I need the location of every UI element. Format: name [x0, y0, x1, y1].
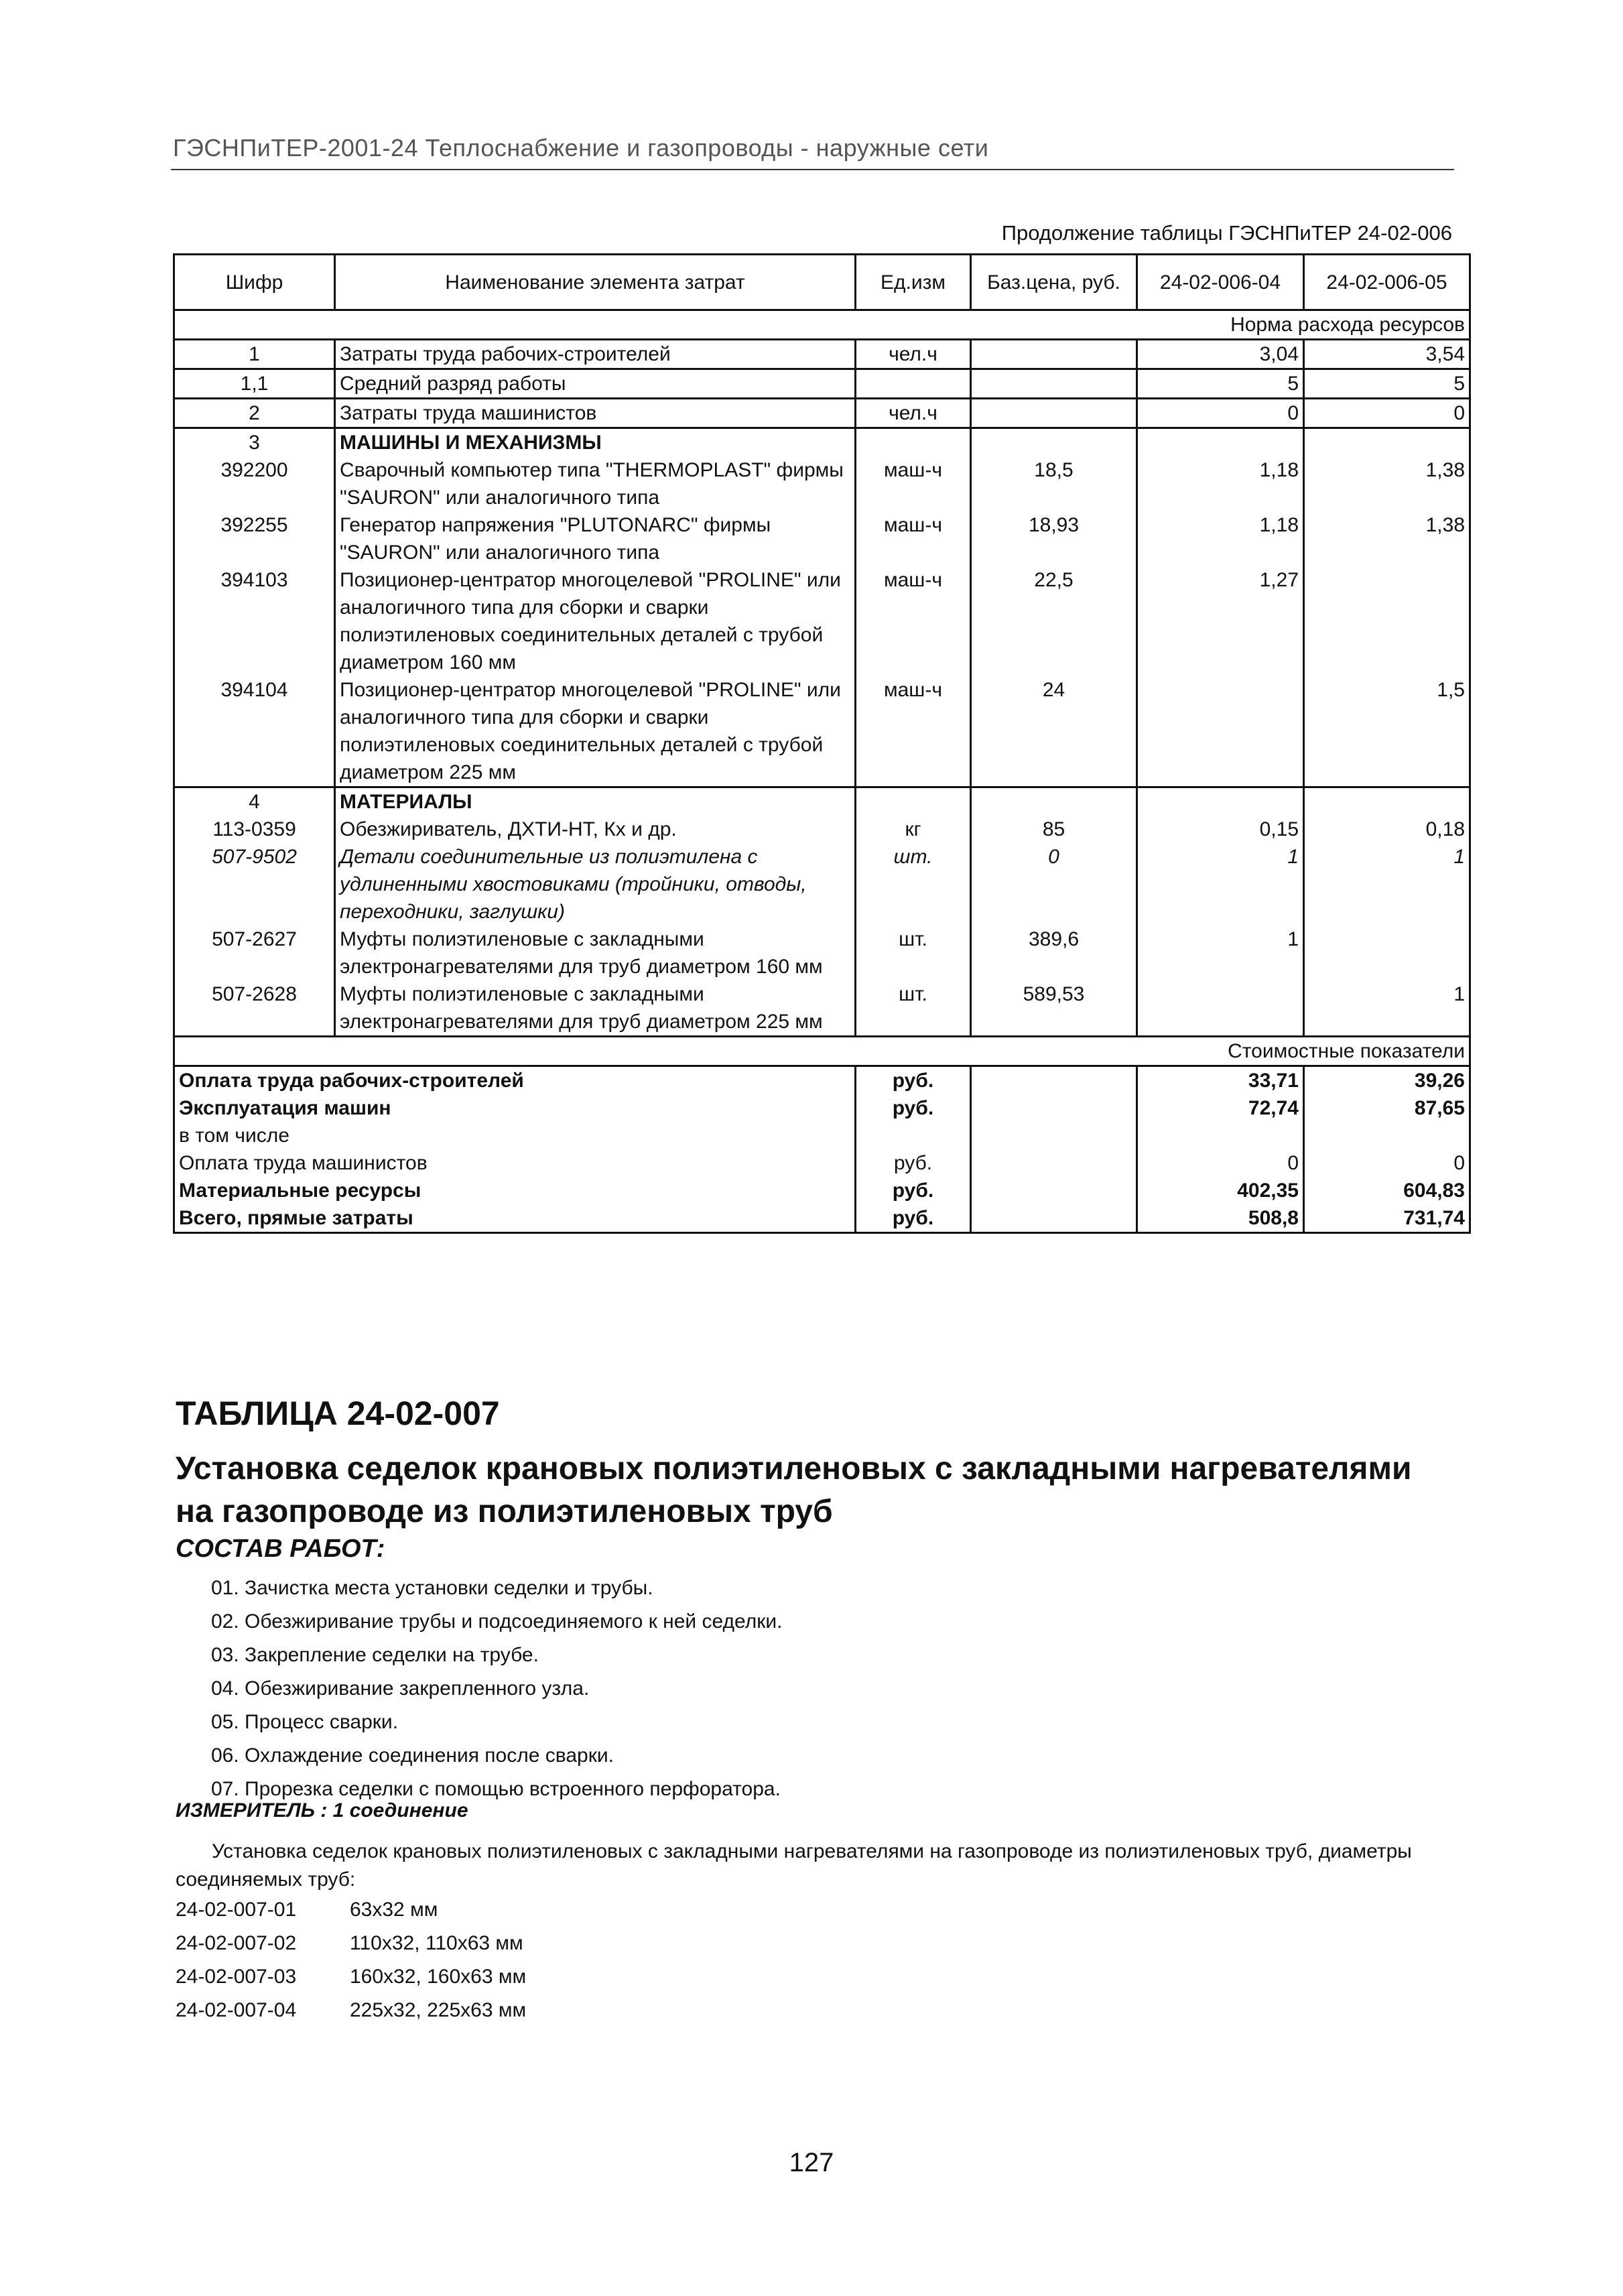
total-row [174, 1094, 1470, 1122]
total-unit: руб. [856, 1177, 971, 1204]
row-value-04: 5 [1137, 369, 1304, 399]
row-value-04: 1 [1137, 843, 1304, 926]
row-price [971, 428, 1137, 457]
total-price-cell [971, 1177, 1137, 1204]
row-value-05: 0 [1304, 399, 1470, 428]
total-unit: руб. [856, 1066, 971, 1095]
row-code: 392255 [174, 511, 335, 566]
variant-code: 24-02-007-01 [176, 1899, 297, 1921]
table-row [174, 340, 1470, 369]
row-value-04 [1137, 676, 1304, 787]
row-code: 507-2627 [174, 926, 335, 980]
variant-value: 110х32, 110х63 мм [350, 1932, 523, 1954]
table-row [174, 980, 1470, 1037]
table-row [174, 926, 1470, 980]
row-unit: маш-ч [856, 566, 971, 676]
row-unit: шт. [856, 843, 971, 926]
row-value-04: 1,18 [1137, 456, 1304, 511]
total-value-05: 604,83 [1304, 1177, 1470, 1204]
variants-list [176, 1893, 526, 2027]
row-name: Детали соединительные из полиэтилена с удлиненными хвостовиками (тройники, отводы, переходники, заглушки) [335, 843, 856, 926]
row-value-05 [1304, 566, 1470, 676]
total-value-04: 72,74 [1137, 1094, 1304, 1122]
row-code: 507-9502 [174, 843, 335, 926]
total-price-cell [971, 1149, 1137, 1177]
table-row [174, 676, 1470, 787]
table-title: ТАБЛИЦА 24-02-007 [176, 1395, 500, 1432]
table-continuation-caption: Продолжение таблицы ГЭСНПиТЕР 24-02-006 [1001, 221, 1452, 245]
list-item: 01. Зачистка места установки седелки и трубы. [211, 1577, 653, 1599]
row-value-05: 3,54 [1304, 340, 1470, 369]
total-price-cell [971, 1066, 1137, 1095]
row-unit [856, 369, 971, 399]
list-item: 07. Прорезка седелки с помощью встроенного перфоратора. [211, 1778, 781, 1800]
col-header-name: Наименование элемента затрат [335, 255, 856, 310]
row-name: МАШИНЫ И МЕХАНИЗМЫ [335, 428, 856, 457]
table-row [174, 566, 1470, 676]
row-value-04: 1 [1137, 926, 1304, 980]
row-value-04: 1,18 [1137, 511, 1304, 566]
list-item: 03. Закрепление седелки на трубе. [211, 1644, 539, 1666]
variant-row [176, 1927, 526, 1960]
total-value-05: 731,74 [1304, 1204, 1470, 1233]
row-value-04 [1137, 787, 1304, 816]
row-name: Позиционер-центратор многоцелевой "PROLINE" или аналогичного типа для сборки и сварки полиэтиленовых соединительных деталей с трубой диаметром 225 мм [335, 676, 856, 787]
table-row [174, 843, 1470, 926]
row-value-05 [1304, 926, 1470, 980]
row-code: 394103 [174, 566, 335, 676]
description: Установка седелок крановых полиэтиленовых с закладными нагревателями на газопроводе из полиэтиленовых труб, диаметры соединяемых труб: [176, 1840, 1412, 1891]
table-row [174, 369, 1470, 399]
row-name: Затраты труда рабочих-строителей [335, 340, 856, 369]
row-price [971, 340, 1137, 369]
table-row [174, 816, 1470, 843]
row-unit: шт. [856, 980, 971, 1037]
total-value-04: 33,71 [1137, 1066, 1304, 1095]
variant-value: 160х32, 160х63 мм [350, 1966, 527, 1988]
row-value-05 [1304, 428, 1470, 457]
row-unit: маш-ч [856, 456, 971, 511]
row-code: 394104 [174, 676, 335, 787]
total-price-cell [971, 1204, 1137, 1233]
total-unit: руб. [856, 1094, 971, 1122]
table-subtitle: Установка седелок крановых полиэтиленовых с закладными нагревателями на газопроводе из полиэтиленовых труб [176, 1451, 1412, 1529]
col-header-006-04: 24-02-006-04 [1137, 255, 1304, 310]
row-code: 1 [174, 340, 335, 369]
total-name: Оплата труда машинистов [174, 1149, 856, 1177]
total-name: Всего, прямые затраты [174, 1204, 856, 1233]
row-value-05: 0,18 [1304, 816, 1470, 843]
total-value-04: 0 [1137, 1149, 1304, 1177]
total-value-05: 0 [1304, 1149, 1470, 1177]
total-unit: руб. [856, 1149, 971, 1177]
table-row [174, 399, 1470, 428]
row-value-04: 0,15 [1137, 816, 1304, 843]
row-value-04: 1,27 [1137, 566, 1304, 676]
table-row [174, 787, 1470, 816]
variant-code: 24-02-007-02 [176, 1932, 297, 1954]
total-name: в том числе [174, 1122, 856, 1149]
norm-label-row [174, 310, 1470, 340]
row-unit: чел.ч [856, 399, 971, 428]
row-name: Позиционер-центратор многоцелевой "PROLINE" или аналогичного типа для сборки и сварки полиэтиленовых соединительных деталей с трубой диаметром 160 мм [335, 566, 856, 676]
page-number: 127 [789, 2148, 834, 2177]
total-name: Оплата труда рабочих-строителей [174, 1066, 856, 1095]
row-value-05: 1 [1304, 843, 1470, 926]
total-row [174, 1204, 1470, 1233]
row-price: 389,6 [971, 926, 1137, 980]
row-price: 22,5 [971, 566, 1137, 676]
col-header-code: Шифр [174, 255, 335, 310]
row-value-05: 1,38 [1304, 456, 1470, 511]
total-value-05 [1304, 1122, 1470, 1149]
row-price [971, 369, 1137, 399]
variant-code: 24-02-007-03 [176, 1966, 297, 1988]
total-value-04 [1137, 1122, 1304, 1149]
cost-label: Стоимостные показатели [174, 1037, 1470, 1066]
works-list [211, 1572, 782, 1806]
cost-label-row [174, 1037, 1470, 1066]
col-header-006-05: 24-02-006-05 [1304, 255, 1470, 310]
variant-row [176, 1893, 526, 1927]
running-title: ГЭСНПиТЕР-2001-24 Теплоснабжение и газопроводы - наружные сети [173, 134, 989, 162]
row-value-04 [1137, 428, 1304, 457]
row-unit: маш-ч [856, 676, 971, 787]
row-unit: чел.ч [856, 340, 971, 369]
table-row [174, 428, 1470, 457]
row-value-05: 1,5 [1304, 676, 1470, 787]
total-row [174, 1066, 1470, 1095]
row-value-05: 1 [1304, 980, 1470, 1037]
row-price: 0 [971, 843, 1137, 926]
total-name: Материальные ресурсы [174, 1177, 856, 1204]
total-price-cell [971, 1122, 1137, 1149]
row-price: 589,53 [971, 980, 1137, 1037]
norm-label: Норма расхода ресурсов [174, 310, 1470, 340]
table-header-row [174, 255, 1470, 310]
table-row [174, 511, 1470, 566]
total-row [174, 1122, 1470, 1149]
total-value-04: 402,35 [1137, 1177, 1304, 1204]
resource-table [173, 253, 1471, 1234]
list-item: 02. Обезжиривание трубы и подсоединяемого к ней седелки. [211, 1610, 783, 1633]
row-name: МАТЕРИАЛЫ [335, 787, 856, 816]
row-name: Муфты полиэтиленовые с закладными электронагревателями для труб диаметром 160 мм [335, 926, 856, 980]
row-code: 2 [174, 399, 335, 428]
total-value-05: 39,26 [1304, 1066, 1470, 1095]
row-name: Муфты полиэтиленовые с закладными электронагревателями для труб диаметром 225 мм [335, 980, 856, 1037]
row-price: 24 [971, 676, 1137, 787]
variant-value: 225х32, 225х63 мм [350, 1999, 527, 2021]
row-code: 1,1 [174, 369, 335, 399]
row-price: 85 [971, 816, 1137, 843]
table-row [174, 456, 1470, 511]
row-name: Генератор напряжения "PLUTONARC" фирмы "SAURON" или аналогичного типа [335, 511, 856, 566]
list-item: 05. Процесс сварки. [211, 1711, 399, 1733]
total-price-cell [971, 1094, 1137, 1122]
row-name: Обезжириватель, ДХТИ-НТ, Кх и др. [335, 816, 856, 843]
total-row [174, 1149, 1470, 1177]
row-unit [856, 428, 971, 457]
row-value-05: 1,38 [1304, 511, 1470, 566]
total-row [174, 1177, 1470, 1204]
row-price: 18,5 [971, 456, 1137, 511]
total-name: Эксплуатация машин [174, 1094, 856, 1122]
variant-row [176, 1960, 526, 1994]
total-value-05: 87,65 [1304, 1094, 1470, 1122]
row-value-05: 5 [1304, 369, 1470, 399]
variant-value: 63х32 мм [350, 1899, 438, 1921]
row-code: 3 [174, 428, 335, 457]
row-value-04 [1137, 980, 1304, 1037]
total-value-04: 508,8 [1137, 1204, 1304, 1233]
header-rule [171, 169, 1454, 170]
col-header-price: Баз.цена, руб. [971, 255, 1137, 310]
list-item: 06. Охлаждение соединения после сварки. [211, 1744, 614, 1767]
row-name: Средний разряд работы [335, 369, 856, 399]
col-header-unit: Ед.изм [856, 255, 971, 310]
row-code: 4 [174, 787, 335, 816]
variant-row [176, 1994, 526, 2027]
row-code: 507-2628 [174, 980, 335, 1037]
list-item: 04. Обезжиривание закрепленного узла. [211, 1677, 590, 1700]
row-name: Затраты труда машинистов [335, 399, 856, 428]
row-value-04: 3,04 [1137, 340, 1304, 369]
meter-unit: ИЗМЕРИТЕЛЬ : 1 соединение [176, 1799, 468, 1822]
row-code: 392200 [174, 456, 335, 511]
row-price: 18,93 [971, 511, 1137, 566]
variant-code: 24-02-007-04 [176, 1999, 297, 2021]
row-price [971, 787, 1137, 816]
row-value-05 [1304, 787, 1470, 816]
row-price [971, 399, 1137, 428]
works-heading: СОСТАВ РАБОТ: [176, 1535, 385, 1563]
row-unit [856, 787, 971, 816]
row-unit: кг [856, 816, 971, 843]
total-unit [856, 1122, 971, 1149]
row-code: 113-0359 [174, 816, 335, 843]
row-value-04: 0 [1137, 399, 1304, 428]
row-unit: маш-ч [856, 511, 971, 566]
total-unit: руб. [856, 1204, 971, 1233]
row-name: Сварочный компьютер типа "THERMOPLAST" фирмы "SAURON" или аналогичного типа [335, 456, 856, 511]
row-unit: шт. [856, 926, 971, 980]
